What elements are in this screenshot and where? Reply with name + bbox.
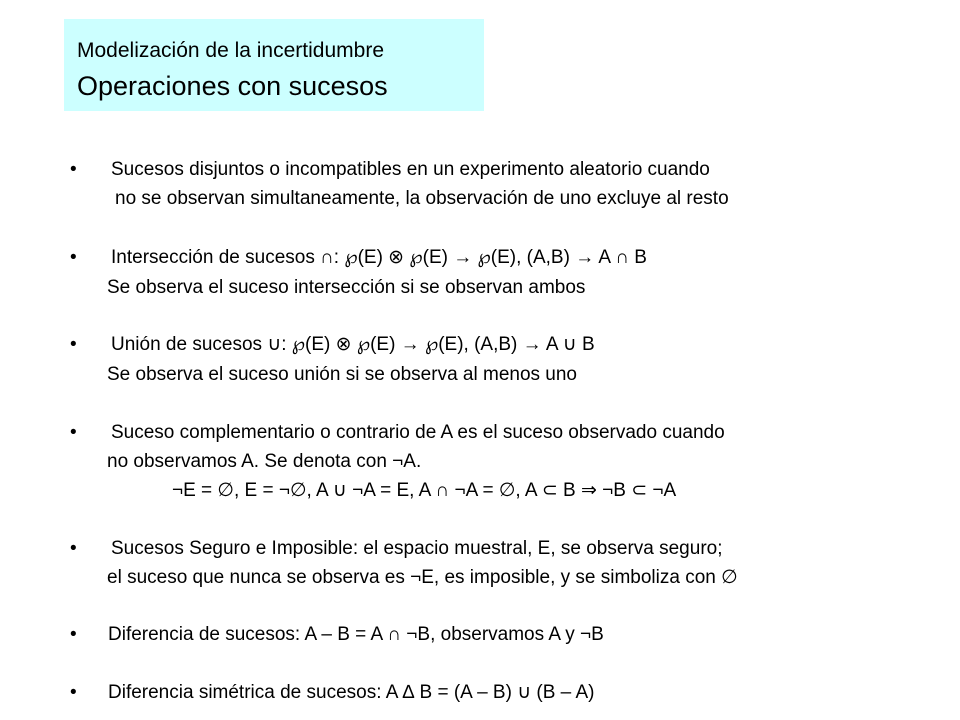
difference-line: Diferencia de sucesos: A – B = A ∩ ¬B, observamos A y ¬B: [108, 624, 604, 645]
complement-line-2: no observamos A. Se denota con ¬A.: [107, 451, 422, 472]
title-box: [64, 19, 484, 111]
intersection-line-1: Intersección de sucesos ∩: ℘(E) ⊗ ℘(E) → ℘(E), (A,B) → A ∩ B: [111, 247, 647, 268]
bullet-marker: •: [70, 159, 77, 180]
symmetric-difference-line: Diferencia simétrica de sucesos: A ∆ B = (A – B) ∪ (B – A): [108, 682, 595, 703]
complement-formula: ¬E = ∅, E = ¬∅, A ∪ ¬A = E, A ∩ ¬A = ∅, A ⊂ B ⇒ ¬B ⊂ ¬A: [172, 480, 677, 501]
bullet-marker: •: [70, 682, 77, 703]
union-line-2: Se observa el suceso unión si se observa al menos uno: [107, 364, 577, 385]
slide-subtitle: Modelización de la incertidumbre: [77, 39, 384, 62]
disjoint-line-1: Sucesos disjuntos o incompatibles en un experimento aleatorio cuando: [111, 159, 710, 180]
union-line-1: Unión de sucesos ∪: ℘(E) ⊗ ℘(E) → ℘(E), (A,B) → A ∪ B: [111, 334, 595, 355]
bullet-marker: •: [70, 334, 77, 355]
intersection-line-2: Se observa el suceso intersección si se observan ambos: [107, 277, 586, 298]
bullet-marker: •: [70, 247, 77, 268]
sure-impossible-line-2: el suceso que nunca se observa es ¬E, es imposible, y se simboliza con ∅: [107, 567, 738, 588]
slide-title: Operaciones con sucesos: [77, 71, 388, 101]
sure-impossible-line-1: Sucesos Seguro e Imposible: el espacio muestral, E, se observa seguro;: [111, 538, 723, 559]
bullet-marker: •: [70, 624, 77, 645]
bullet-marker: •: [70, 538, 77, 559]
disjoint-line-2: no se observan simultaneamente, la observación de uno excluye al resto: [115, 188, 729, 209]
bullet-marker: •: [70, 422, 77, 443]
complement-line-1: Suceso complementario o contrario de A es el suceso observado cuando: [111, 422, 725, 443]
